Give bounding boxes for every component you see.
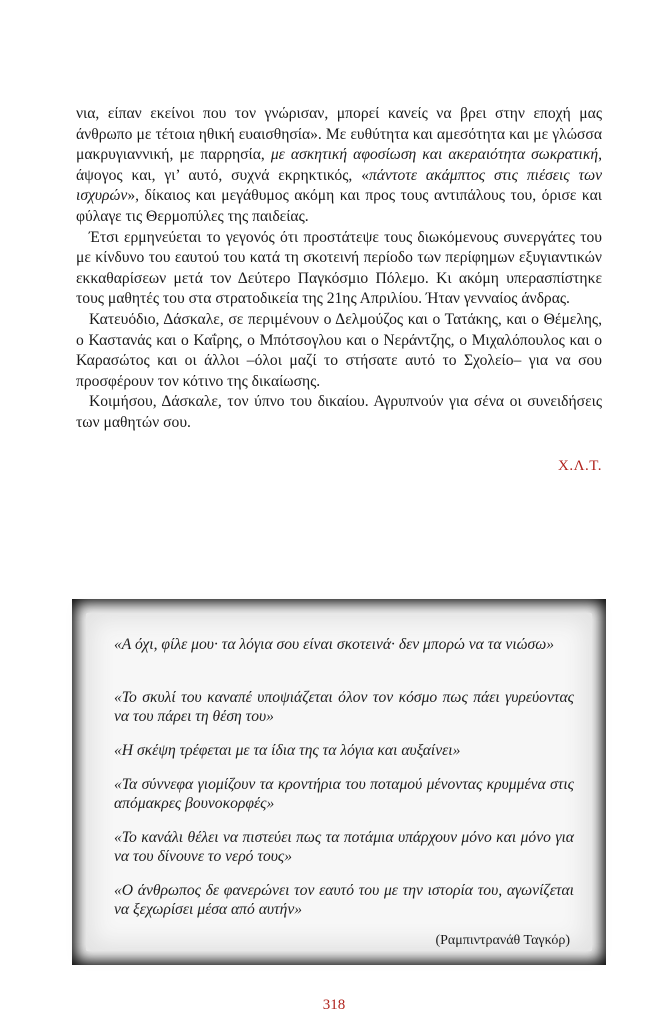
paragraph-1-italic-a: με ασκητική αφοσίωση και ακεραιότητα σωκρατική, xyxy=(270,146,602,164)
quote-5: «Το κανάλι θέλει να πιστεύει πως τα ποτάμια υπάρχουν μόνο και μόνο για να του δίνουνε το νερό τους» xyxy=(114,829,574,865)
quote-attribution: (Ραμπιντρανάθ Ταγκόρ) xyxy=(435,933,570,948)
paragraph-1-text-a: νια, είπαν εκείνοι που τον γνώρισαν, μπορεί κανείς να βρει στην εποχή μας άνθρωπο με τέτοια ηθική ευαισθησία». Με ευθύτητα και αμεσότητα και με γλώσσα μακρυγιαννική, με παρρησία, xyxy=(76,105,602,164)
quote-1: «Α όχι, φίλε μου· τα λόγια σου είναι σκοτεινά· δεν μπορώ να τα νιώσω» xyxy=(114,636,555,653)
paragraph-1-italic-b: πάντοτε ακάμπτος στις πιέσεις των ισχυρών xyxy=(76,166,602,205)
page-number: 318 xyxy=(322,997,346,1013)
paragraph-1 xyxy=(76,104,602,228)
quote-box-panel xyxy=(86,613,592,951)
paragraph-4: Κοιμήσου, Δάσκαλε, τον ύπνο του δικαίου. Αγρυπνούν για σένα οι συνειδήσεις των μαθητών σου. xyxy=(76,393,602,431)
quote-3: «Η σκέψη τρέφεται με τα ίδια της τα λόγια και αυξαίνει» xyxy=(114,742,461,759)
quote-4: «Τα σύννεφα γιομίζουν τα κροντήρια του ποταμού μένοντας κρυμμένα στις απόμακρες βουνοκορφές» xyxy=(114,776,574,812)
paragraph-1-text-c: », δίκαιος και μεγάθυμος ακόμη και προς τους αντιπάλους του, όρισε και φύλαγε τις Θερμοπύλες της παιδείας. xyxy=(76,187,602,225)
paragraph-2: Έτσι ερμηνεύεται το γεγονός ότι προστάτεψε τους διωκόμενους συνεργάτες του με κίνδυνο του εαυτού του κατά τη σκοτεινή περίοδο των περίφημων εξυγιαντικών εκκαθαρίσεων μετά τον Δεύτερο Παγκόσμιο Πόλεμο. Κι ακόμη υπερασπίστηκε τους μαθητές του στα στρατοδικεία της 21ης Απριλίου. Ήταν γενναίος άνδρας. xyxy=(76,228,602,308)
body-text xyxy=(76,104,602,434)
quote-6: «Ο άνθρωπος δε φανερώνει τον εαυτό του με την ιστορία του, αγωνίζεται να ξεχωρίσει μέσα από αυτήν» xyxy=(114,882,574,918)
quote-2: «Το σκυλί του καναπέ υποψιάζεται όλον τον κόσμο πως πάει γυρεύοντας να του πάρει τη θέση του» xyxy=(114,689,574,725)
quote-box xyxy=(72,599,606,965)
paragraph-1-text-b: άψογος και, γι’ αυτό, συχνά εκρηκτικός, « xyxy=(76,166,369,184)
author-initials: Χ.Λ.Τ. xyxy=(557,458,602,474)
paragraph-3: Κατευόδιο, Δάσκαλε, σε περιμένουν ο Δελμούζος και ο Τατάκης, και ο Θέμελης, ο Καστανάς και ο Καΐρης, ο Μπότσογλου και ο Νεράντζης, ο Μιχαλόπουλος και ο Καρασώτος και οι άλλοι –όλοι μαζί το στήσατε αυτό το Σχολείο– για να σου προσφέρουν τον κότινο της δικαίωσης. xyxy=(76,310,602,390)
